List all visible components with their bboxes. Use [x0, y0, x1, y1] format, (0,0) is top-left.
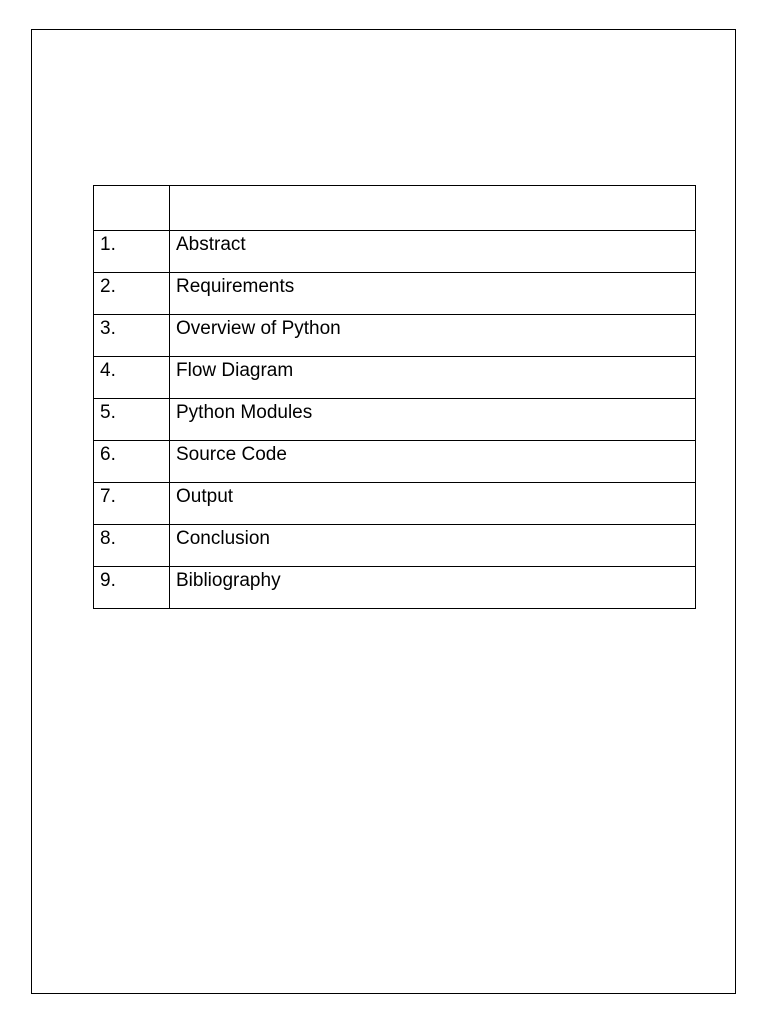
row-title: Flow Diagram — [170, 357, 696, 399]
row-number: 7. — [94, 483, 170, 525]
table-row — [94, 483, 696, 525]
header-number-cell — [94, 186, 170, 231]
row-number: 1. — [94, 231, 170, 273]
row-title: Bibliography — [170, 567, 696, 609]
header-title-cell — [170, 186, 696, 231]
table-row — [94, 315, 696, 357]
table-header-row — [94, 186, 696, 231]
row-title: Source Code — [170, 441, 696, 483]
row-number: 3. — [94, 315, 170, 357]
table-row — [94, 231, 696, 273]
row-title: Conclusion — [170, 525, 696, 567]
row-number: 8. — [94, 525, 170, 567]
table-row — [94, 441, 696, 483]
row-title: Abstract — [170, 231, 696, 273]
row-number: 5. — [94, 399, 170, 441]
row-title: Requirements — [170, 273, 696, 315]
row-title: Overview of Python — [170, 315, 696, 357]
table-row — [94, 273, 696, 315]
row-number: 4. — [94, 357, 170, 399]
row-number: 9. — [94, 567, 170, 609]
table-row — [94, 567, 696, 609]
table-row — [94, 399, 696, 441]
contents-table — [93, 185, 696, 609]
table-row — [94, 357, 696, 399]
row-title: Python Modules — [170, 399, 696, 441]
row-number: 2. — [94, 273, 170, 315]
row-number: 6. — [94, 441, 170, 483]
table-row — [94, 525, 696, 567]
row-title: Output — [170, 483, 696, 525]
